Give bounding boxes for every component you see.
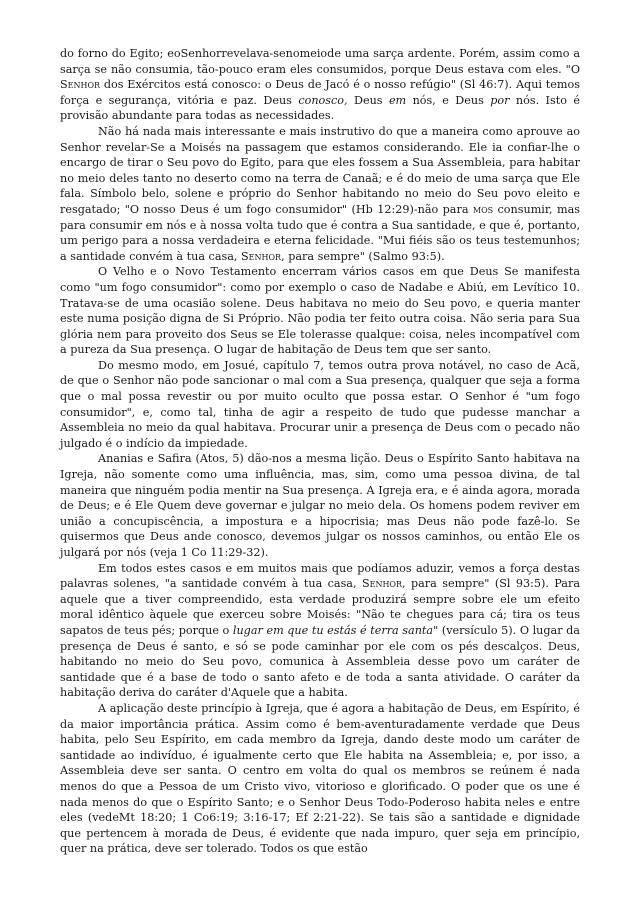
italic-run: por [490,93,510,107]
small-caps-run: Senhor [60,78,101,92]
text-run: nós. Isto é provisão abundante para todas as necessidades. [60,93,580,123]
paragraph-1 [60,46,580,124]
paragraph-2 [60,124,580,264]
text-run: Ananias e Safira (Atos, 5) dão-nos a mesma lição. Deus o Espírito Santo habitava na Igreja, não somente como uma influência, mas, sim, como uma pessoa divina, de tal maneira que ninguém podia mentir na Sua presença. A Igreja era, e é ainda agora, morada de Deus; e é Ele Quem deve governar e julgar no meio dela. Os homens podem reviver em união a concupiscência, a impostura e a hipocrisia; mas Deus não pode fazê-lo. Se quisermos que Deus ande conosco, devemos julgar os nossos caminhos, ou então Ele os julgará por nós (veja 1 Co 11:29-32). [60,452,580,559]
paragraph-5 [60,451,580,560]
text-run: , para sempre" (Salmo 93:5). [281,249,445,263]
text-run: nós, e Deus [406,93,491,107]
small-caps-run: Senhor [361,577,403,591]
italic-run: lugar em que tu estás é terra santa [232,623,434,637]
paragraph-7 [60,701,580,857]
text-run: do forno do Egito; eoSenhorrevelava-senomeiode uma sarça ardente. Porém, assim como a sarça se não consumia, tão-pouco eram eles consumidos, porque Deus estava com eles. "O [60,47,580,76]
italic-run: conosco, [298,93,348,107]
text-run: O Velho e o Novo Testamento encerram vários casos em que Deus Se manifesta como "um fogo consumidor": como por exemplo o caso de Nadabe e Abiú, em Levítico 10. Tratava-se de uma ocasião solene. Deus habitava no meio do Seu povo, e queria manter este numa posição digna de Si Próprio. Não podia ter feito outra coisa. Não seria para Sua glória nem para proveito dos Seus se Ele tolerasse qualque: coisa, neles incompatível com a pureza da Sua presença. O lugar de habitação de Deus tem que ser santo. [60,265,580,357]
text-run: consumir, mas para consumir em nós e à nossa volta tudo que é contra a Sua santidade, e que é, portanto, um perigo para a nossa verdadeira e eterna felicidade. "Mui fiéis são os teus testemunhos; a santidade convém à tua casa, [60,202,580,263]
text-run: , para sempre" (Sl 93:5). Para aquele que a tiver compreendido, esta verdade produzirá sempre sobre ele um efeito moral idêntico àquele que exerceu sobre Moisés: "Não te chegues para cá; tira os teus sapatos de teus pés; porque o [60,577,580,637]
paragraph-4 [60,358,580,452]
text-run: Do mesmo modo, em Josué, capítulo 7, temos outra prova notável, no caso de Acã, de que o Senhor não pode sancionar o mal com a Sua presença, qualquer que seja a forma que o mal possa revestir ou por muito oculto que possa estar. O Senhor é "um fogo consumidor", e, como tal, tinha de agir a respeito de tudo que pudesse manchar a Assembleia no meio da qual habitava. Procurar unir a presença de Deus com o pecado não julgado é o indício da impiedade. [60,358,580,450]
paragraph-6 [60,561,580,701]
small-caps-run: Senhor [241,249,282,263]
paragraph-3 [60,264,580,358]
text-run: dos Exércitos está conosco: o Deus de Jacó é o nosso refúgio" (Sl 46:7). Aqui temos força e segurança, vitória e paz. Deus [60,78,580,107]
italic-run: em [388,93,407,107]
document-page [60,46,580,857]
text-run: A aplicação deste princípio à Igreja, que é agora a habitação de Deus, em Espírito, é da maior importância prática. Assim como é bem-aventuradamente verdade que Deus habita, pelo Seu Espírito, em cada membro da Igreja, dando deste modo um caráter de santidade ao indivíduo, é igualmente certo que Ele habita na Assembleia; e, por isso, a Assembleia deve ser santa. O centro em volta do qual os membros se reúnem é nada menos do que a Pessoa de um Cristo vivo, vitorioso e glorificado. O poder que os une é nada menos do que o Espírito Santo; e o Senhor Deus Todo-Poderoso habita neles e entre eles (vedeMt 18:20; 1 Co6:19; 3:16-17; Ef 2:21-22). Se tais são a santidade e dignidade que pertencem à morada de Deus, é evidente que nada impuro, quer seja em princípio, quer na prática, deve ser tolerado. Todos os que estão [60,701,580,856]
small-caps-run: mos [472,202,494,216]
text-run: Deus [347,93,389,107]
text-run: " (versículo 5). O lugar da presença de Deus é santo, e só se pode caminhar por ele com os pés descalços. Deus, habitando no meio do Seu povo, comunica à Assembleia desse povo um caráter de santidade que é a base de todo o santo afeto e de toda a santa atividade. O caráter da habitação deriva do caráter d'Aquele que a habita. [60,623,580,700]
text-run: Não há nada mais interessante e mais instrutivo do que a maneira como aprouve ao Senhor revelar-Se a Moisés na passagem que estamos considerando. Ele ia confiar-lhe o encargo de tirar o Seu povo do Egito, para que eles fossem a Sua Assembleia, para habitar no meio deles tanto no deserto como na terra de Canaã; e é do meio de uma sarça que Ele fala. Símbolo belo, solene e próprio do Senhor habitando no meio do Seu povo eleito e resgatado; "O nosso Deus é um fogo consumidor" (Hb 12:29)-não para [60,124,580,216]
text-run: Em todos estes casos e em muitos mais que podíamos aduzir, vemos a força destas palavras solenes, "a santidade convém à tua casa, [60,561,580,591]
